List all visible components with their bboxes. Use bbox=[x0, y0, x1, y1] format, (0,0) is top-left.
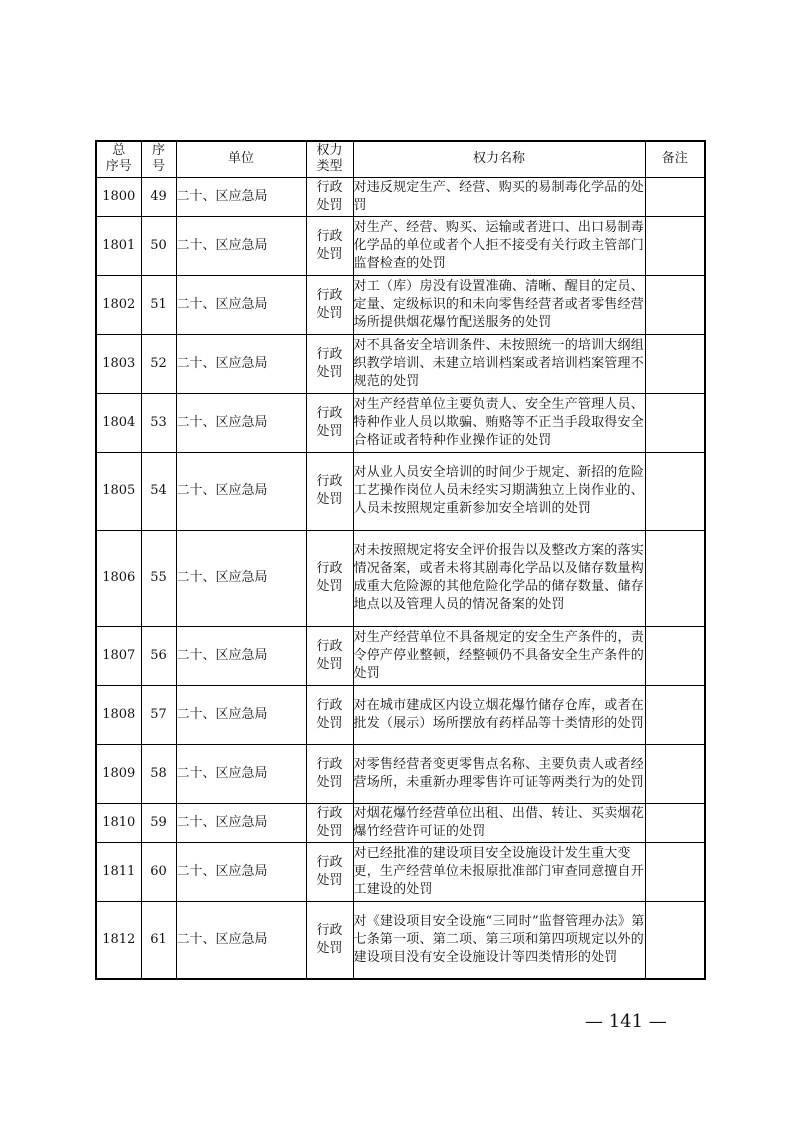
power-name-cell: 对从业人员安全培训的时间少于规定、新招的危险工艺操作岗位人员未经实习期满独立上岗作业的、人员未按照规定重新参加安全培训的处罚 bbox=[353, 452, 645, 530]
total-seq-cell: 1807 bbox=[96, 626, 141, 685]
total-seq-cell: 1808 bbox=[96, 685, 141, 744]
unit-cell: 二十、区应急局 bbox=[176, 901, 306, 979]
type-cell: 行政 处罚 bbox=[306, 334, 353, 393]
note-cell bbox=[645, 803, 705, 842]
total-seq-cell: 1801 bbox=[96, 216, 141, 275]
unit-cell: 二十、区应急局 bbox=[176, 334, 306, 393]
table-row bbox=[96, 334, 705, 393]
power-name-cell: 对未按照规定将安全评价报告以及整改方案的落实情况备案，或者未将其剧毒化学品以及储存数量构成重大危险源的其他危险化学品的储存数量、储存地点以及管理人员的情况备案的处罚 bbox=[353, 530, 645, 626]
power-name-cell: 对不具备安全培训条件、未按照统一的培训大纲组织教学培训、未建立培训档案或者培训档案管理不规范的处罚 bbox=[353, 334, 645, 393]
type-cell: 行政 处罚 bbox=[306, 901, 353, 979]
note-cell bbox=[645, 452, 705, 530]
seq-cell: 50 bbox=[141, 216, 176, 275]
table-row bbox=[96, 842, 705, 901]
seq-cell: 52 bbox=[141, 334, 176, 393]
unit-cell: 二十、区应急局 bbox=[176, 530, 306, 626]
seq-cell: 57 bbox=[141, 685, 176, 744]
header-total-seq: 总 序号 bbox=[96, 141, 141, 177]
total-seq-cell: 1809 bbox=[96, 744, 141, 803]
total-seq-cell: 1805 bbox=[96, 452, 141, 530]
table-row bbox=[96, 275, 705, 334]
power-name-cell: 对《建设项目安全设施“三同时”监督管理办法》第七条第一项、第二项、第三项和第四项规定以外的建设项目没有安全设施设计等四类情形的处罚 bbox=[353, 901, 645, 979]
seq-cell: 61 bbox=[141, 901, 176, 979]
type-cell: 行政 处罚 bbox=[306, 530, 353, 626]
table-row bbox=[96, 452, 705, 530]
table-header-row bbox=[96, 141, 705, 177]
note-cell bbox=[645, 334, 705, 393]
table-row bbox=[96, 177, 705, 216]
header-type: 权力 类型 bbox=[306, 141, 353, 177]
seq-cell: 49 bbox=[141, 177, 176, 216]
power-name-cell: 对在城市建成区内设立烟花爆竹储存仓库，或者在批发（展示）场所摆放有药样品等十类情形的处罚 bbox=[353, 685, 645, 744]
power-name-cell: 对工（库）房没有设置准确、清晰、醒目的定员、定量、定级标识的和未向零售经营者或者零售经营场所提供烟花爆竹配送服务的处罚 bbox=[353, 275, 645, 334]
total-seq-cell: 1811 bbox=[96, 842, 141, 901]
unit-cell: 二十、区应急局 bbox=[176, 803, 306, 842]
power-name-cell: 对生产、经营、购买、运输或者进口、出口易制毒化学品的单位或者个人拒不接受有关行政主管部门监督检查的处罚 bbox=[353, 216, 645, 275]
seq-cell: 53 bbox=[141, 393, 176, 452]
table-row bbox=[96, 685, 705, 744]
unit-cell: 二十、区应急局 bbox=[176, 393, 306, 452]
unit-cell: 二十、区应急局 bbox=[176, 275, 306, 334]
header-note: 备注 bbox=[645, 141, 705, 177]
note-cell bbox=[645, 626, 705, 685]
unit-cell: 二十、区应急局 bbox=[176, 685, 306, 744]
unit-cell: 二十、区应急局 bbox=[176, 744, 306, 803]
header-seq: 序 号 bbox=[141, 141, 176, 177]
power-name-cell: 对生产经营单位不具备规定的安全生产条件的，责令停产停业整顿，经整顿仍不具备安全生产条件的处罚 bbox=[353, 626, 645, 685]
total-seq-cell: 1806 bbox=[96, 530, 141, 626]
unit-cell: 二十、区应急局 bbox=[176, 626, 306, 685]
table-row bbox=[96, 393, 705, 452]
table-row bbox=[96, 530, 705, 626]
table-row bbox=[96, 901, 705, 979]
total-seq-cell: 1803 bbox=[96, 334, 141, 393]
unit-cell: 二十、区应急局 bbox=[176, 452, 306, 530]
header-name: 权力名称 bbox=[353, 141, 645, 177]
unit-cell: 二十、区应急局 bbox=[176, 842, 306, 901]
type-cell: 行政 处罚 bbox=[306, 842, 353, 901]
table-row bbox=[96, 216, 705, 275]
seq-cell: 51 bbox=[141, 275, 176, 334]
seq-cell: 60 bbox=[141, 842, 176, 901]
note-cell bbox=[645, 744, 705, 803]
note-cell bbox=[645, 216, 705, 275]
note-cell bbox=[645, 901, 705, 979]
total-seq-cell: 1810 bbox=[96, 803, 141, 842]
seq-cell: 55 bbox=[141, 530, 176, 626]
type-cell: 行政 处罚 bbox=[306, 216, 353, 275]
unit-cell: 二十、区应急局 bbox=[176, 177, 306, 216]
total-seq-cell: 1800 bbox=[96, 177, 141, 216]
total-seq-cell: 1812 bbox=[96, 901, 141, 979]
power-name-cell: 对烟花爆竹经营单位出租、出借、转让、买卖烟花爆竹经营许可证的处罚 bbox=[353, 803, 645, 842]
seq-cell: 58 bbox=[141, 744, 176, 803]
power-name-cell: 对违反规定生产、经营、购买的易制毒化学品的处罚 bbox=[353, 177, 645, 216]
type-cell: 行政 处罚 bbox=[306, 177, 353, 216]
total-seq-cell: 1804 bbox=[96, 393, 141, 452]
note-cell bbox=[645, 275, 705, 334]
total-seq-cell: 1802 bbox=[96, 275, 141, 334]
table-row bbox=[96, 803, 705, 842]
type-cell: 行政 处罚 bbox=[306, 452, 353, 530]
seq-cell: 56 bbox=[141, 626, 176, 685]
type-cell: 行政 处罚 bbox=[306, 744, 353, 803]
power-name-cell: 对零售经营者变更零售点名称、主要负责人或者经营场所，未重新办理零售许可证等两类行为的处罚 bbox=[353, 744, 645, 803]
note-cell bbox=[645, 842, 705, 901]
page-number: — 141 — bbox=[585, 1011, 667, 1032]
seq-cell: 59 bbox=[141, 803, 176, 842]
note-cell bbox=[645, 685, 705, 744]
power-list-table bbox=[95, 140, 706, 980]
seq-cell: 54 bbox=[141, 452, 176, 530]
note-cell bbox=[645, 393, 705, 452]
header-unit: 单位 bbox=[176, 141, 306, 177]
type-cell: 行政 处罚 bbox=[306, 685, 353, 744]
type-cell: 行政 处罚 bbox=[306, 393, 353, 452]
power-name-cell: 对已经批准的建设项目安全设施设计发生重大变更，生产经营单位未报原批准部门审查同意擅自开工建设的处罚 bbox=[353, 842, 645, 901]
table-body bbox=[96, 177, 705, 979]
table-row bbox=[96, 626, 705, 685]
type-cell: 行政 处罚 bbox=[306, 626, 353, 685]
note-cell bbox=[645, 177, 705, 216]
type-cell: 行政 处罚 bbox=[306, 803, 353, 842]
type-cell: 行政 处罚 bbox=[306, 275, 353, 334]
power-name-cell: 对生产经营单位主要负责人、安全生产管理人员、特种作业人员以欺骗、贿赂等不正当手段取得安全合格证或者特种作业操作证的处罚 bbox=[353, 393, 645, 452]
note-cell bbox=[645, 530, 705, 626]
unit-cell: 二十、区应急局 bbox=[176, 216, 306, 275]
table-row bbox=[96, 744, 705, 803]
